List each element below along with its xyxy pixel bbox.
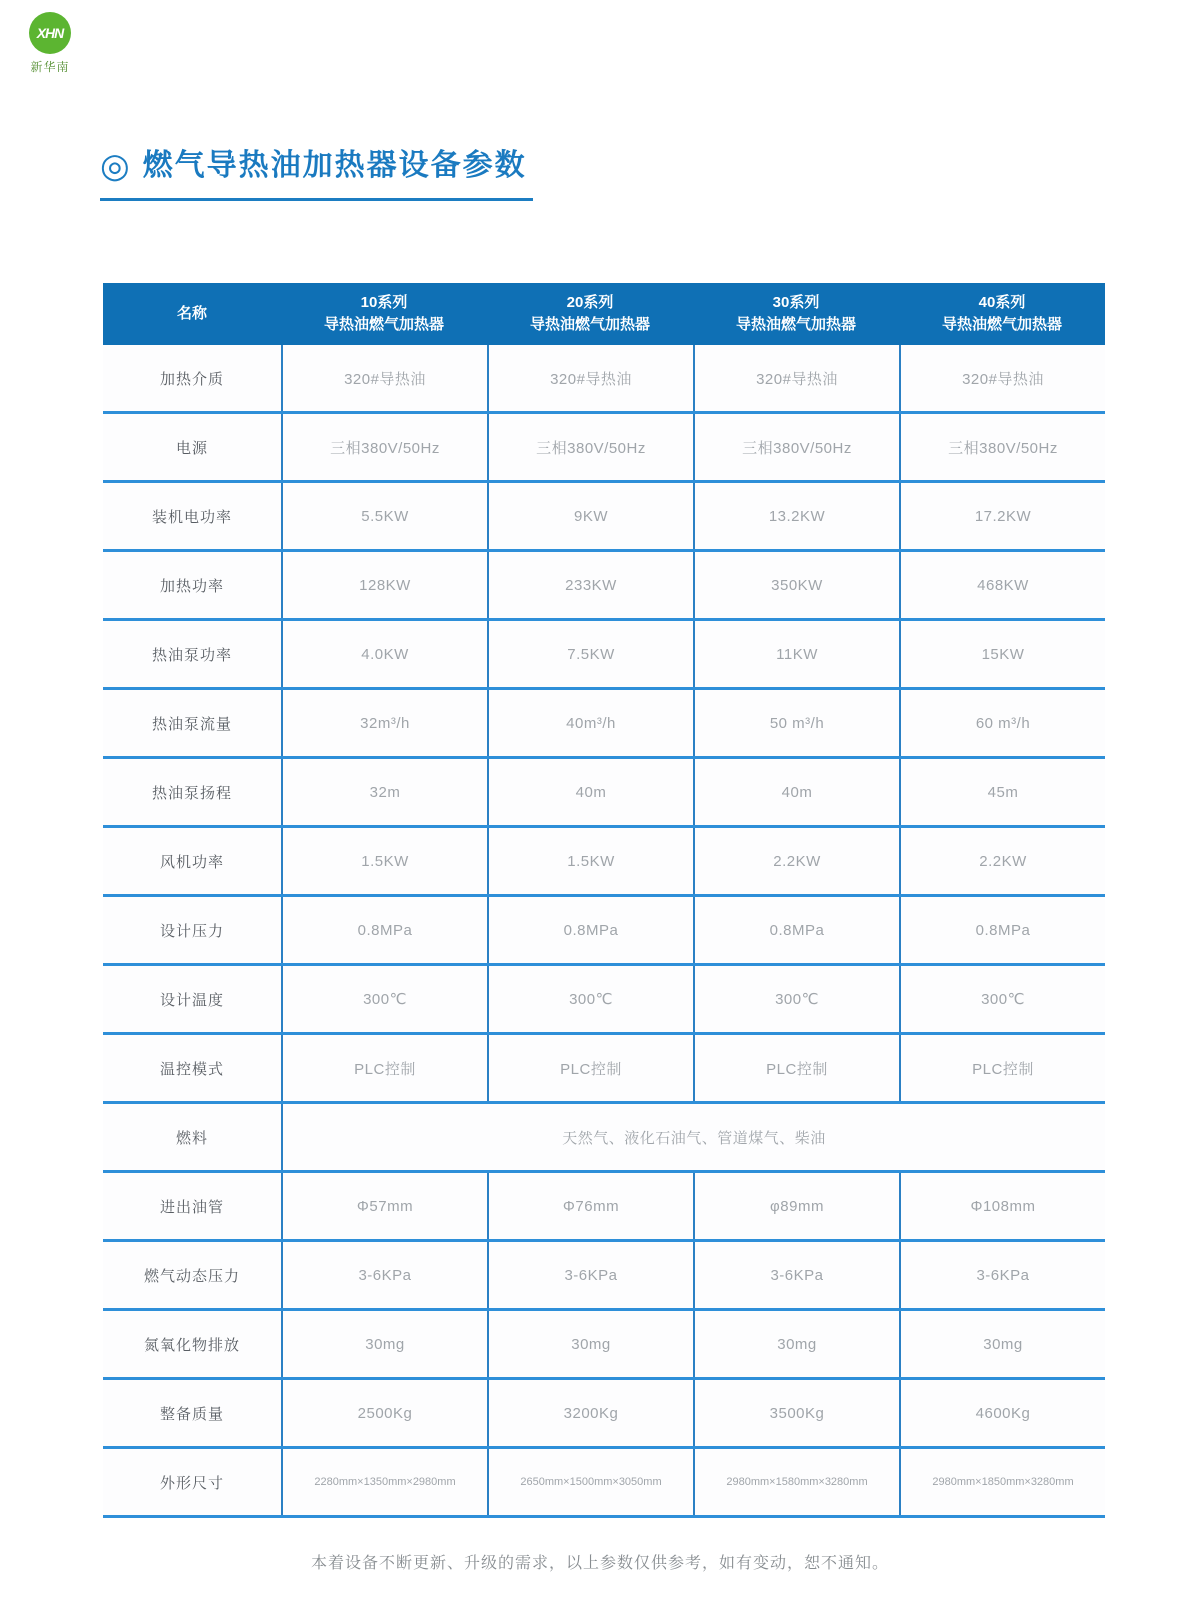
cell-value: 300℃	[899, 966, 1105, 1032]
cell-value: 40m³/h	[487, 690, 693, 756]
cell-value: 2.2KW	[693, 828, 899, 894]
row-label: 装机电功率	[151, 508, 232, 526]
cell-value: PLC控制	[899, 1035, 1105, 1101]
cell-value: 17.2KW	[899, 483, 1105, 549]
cell-value: 40m	[693, 759, 899, 825]
cell-value: 32m³/h	[281, 690, 487, 756]
row-label: 加热功率	[159, 577, 224, 595]
row-label: 燃气动态压力	[143, 1267, 240, 1285]
row-merged-value: 天然气、液化石油气、管道煤气、柴油	[281, 1104, 1105, 1170]
header-name-column: 名称	[176, 304, 207, 322]
row-label: 设计温度	[159, 991, 224, 1009]
cell-value: 300℃	[487, 966, 693, 1032]
series-subtitle: 导热油燃气加热器	[323, 316, 444, 333]
row-label: 热油泵功率	[151, 646, 232, 664]
cell-value: 1.5KW	[281, 828, 487, 894]
disclaimer-note: 本着设备不断更新、升级的需求，以上参数仅供参考，如有变动，恕不通知。	[310, 1555, 889, 1572]
cell-value: 0.8MPa	[693, 897, 899, 963]
table-body	[103, 345, 1105, 1518]
table-row-5	[103, 621, 1105, 690]
cell-value: 3500Kg	[693, 1380, 899, 1446]
table-row-2	[103, 414, 1105, 483]
series-subtitle: 导热油燃气加热器	[735, 316, 856, 333]
series-name: 20系列	[566, 293, 614, 311]
series-subtitle: 导热油燃气加热器	[941, 316, 1062, 333]
cell-value: 2500Kg	[281, 1380, 487, 1446]
cell-value: Φ76mm	[487, 1173, 693, 1239]
header-series-col-4	[899, 283, 1105, 345]
row-label: 风机功率	[159, 853, 224, 871]
table-row-14	[103, 1242, 1105, 1311]
cell-value: 233KW	[487, 552, 693, 618]
cell-value: PLC控制	[487, 1035, 693, 1101]
cell-value: 2.2KW	[899, 828, 1105, 894]
cell-value: Φ108mm	[899, 1173, 1105, 1239]
logo-label: 新华南	[30, 60, 70, 74]
cell-value: 350KW	[693, 552, 899, 618]
cell-value: 30mg	[693, 1311, 899, 1377]
header-series-col-1	[281, 283, 487, 345]
cell-value: 468KW	[899, 552, 1105, 618]
cell-value: 320#导热油	[693, 345, 899, 411]
table-row-13	[103, 1173, 1105, 1242]
row-label: 氮氧化物排放	[143, 1336, 240, 1354]
cell-value: 320#导热油	[281, 345, 487, 411]
cell-value: 30mg	[281, 1311, 487, 1377]
cell-value: 300℃	[281, 966, 487, 1032]
cell-value: 2980mm×1580mm×3280mm	[693, 1449, 899, 1515]
page-title: 燃气导热油加热器设备参数	[142, 149, 527, 182]
cell-value: Φ57mm	[281, 1173, 487, 1239]
series-name: 30系列	[772, 293, 820, 311]
cell-value: 5.5KW	[281, 483, 487, 549]
row-label: 电源	[175, 439, 208, 457]
logo-monogram-icon: XHN	[29, 12, 71, 54]
cell-value: 0.8MPa	[487, 897, 693, 963]
table-row-4	[103, 552, 1105, 621]
table-row-15	[103, 1311, 1105, 1380]
cell-value: 3-6KPa	[693, 1242, 899, 1308]
cell-value: 3-6KPa	[899, 1242, 1105, 1308]
cell-value: 45m	[899, 759, 1105, 825]
cell-value: 60 m³/h	[899, 690, 1105, 756]
cell-value: 2980mm×1850mm×3280mm	[899, 1449, 1105, 1515]
cell-value: 13.2KW	[693, 483, 899, 549]
series-name: 10系列	[360, 293, 408, 311]
row-label: 热油泵流量	[151, 715, 232, 733]
cell-value: 三相380V/50Hz	[487, 414, 693, 480]
cell-value: 50 m³/h	[693, 690, 899, 756]
cell-value: 30mg	[899, 1311, 1105, 1377]
cell-value: 40m	[487, 759, 693, 825]
row-label: 整备质量	[159, 1405, 224, 1423]
cell-value: φ89mm	[693, 1173, 899, 1239]
table-row-12	[103, 1104, 1105, 1173]
cell-value: 4600Kg	[899, 1380, 1105, 1446]
cell-value: 300℃	[693, 966, 899, 1032]
row-label: 进出油管	[159, 1198, 224, 1216]
company-logo	[26, 12, 74, 75]
table-row-1	[103, 345, 1105, 414]
header-series-col-3	[693, 283, 899, 345]
cell-value: 32m	[281, 759, 487, 825]
cell-value: 0.8MPa	[281, 897, 487, 963]
cell-value: 2280mm×1350mm×2980mm	[281, 1449, 487, 1515]
row-label: 温控模式	[159, 1060, 224, 1078]
table-row-7	[103, 759, 1105, 828]
cell-value: 9KW	[487, 483, 693, 549]
cell-value: 30mg	[487, 1311, 693, 1377]
table-row-11	[103, 1035, 1105, 1104]
row-label: 外形尺寸	[159, 1474, 224, 1492]
cell-value: 0.8MPa	[899, 897, 1105, 963]
page-title-block	[100, 149, 533, 201]
cell-value: 三相380V/50Hz	[281, 414, 487, 480]
spec-table	[103, 283, 1105, 1518]
cell-value: 3200Kg	[487, 1380, 693, 1446]
table-row-10	[103, 966, 1105, 1035]
table-row-6	[103, 690, 1105, 759]
table-header-row	[103, 283, 1105, 345]
row-label: 加热介质	[159, 370, 224, 388]
cell-value: 15KW	[899, 621, 1105, 687]
cell-value: 三相380V/50Hz	[899, 414, 1105, 480]
cell-value: PLC控制	[281, 1035, 487, 1101]
cell-value: 3-6KPa	[487, 1242, 693, 1308]
table-row-3	[103, 483, 1105, 552]
series-subtitle: 导热油燃气加热器	[529, 316, 650, 333]
table-row-9	[103, 897, 1105, 966]
cell-value: 4.0KW	[281, 621, 487, 687]
row-label: 设计压力	[159, 922, 224, 940]
table-row-16	[103, 1380, 1105, 1449]
cell-value: 128KW	[281, 552, 487, 618]
cell-value: 7.5KW	[487, 621, 693, 687]
cell-value: 3-6KPa	[281, 1242, 487, 1308]
cell-value: PLC控制	[693, 1035, 899, 1101]
row-label: 燃料	[175, 1129, 208, 1147]
cell-value: 320#导热油	[487, 345, 693, 411]
header-series-col-2	[487, 283, 693, 345]
cell-value: 320#导热油	[899, 345, 1105, 411]
table-row-17	[103, 1449, 1105, 1518]
cell-value: 三相380V/50Hz	[693, 414, 899, 480]
cell-value: 11KW	[693, 621, 899, 687]
table-row-8	[103, 828, 1105, 897]
cell-value: 1.5KW	[487, 828, 693, 894]
row-label: 热油泵扬程	[151, 784, 232, 802]
bullseye-icon: ◎	[100, 147, 130, 185]
cell-value: 2650mm×1500mm×3050mm	[487, 1449, 693, 1515]
series-name: 40系列	[978, 293, 1026, 311]
